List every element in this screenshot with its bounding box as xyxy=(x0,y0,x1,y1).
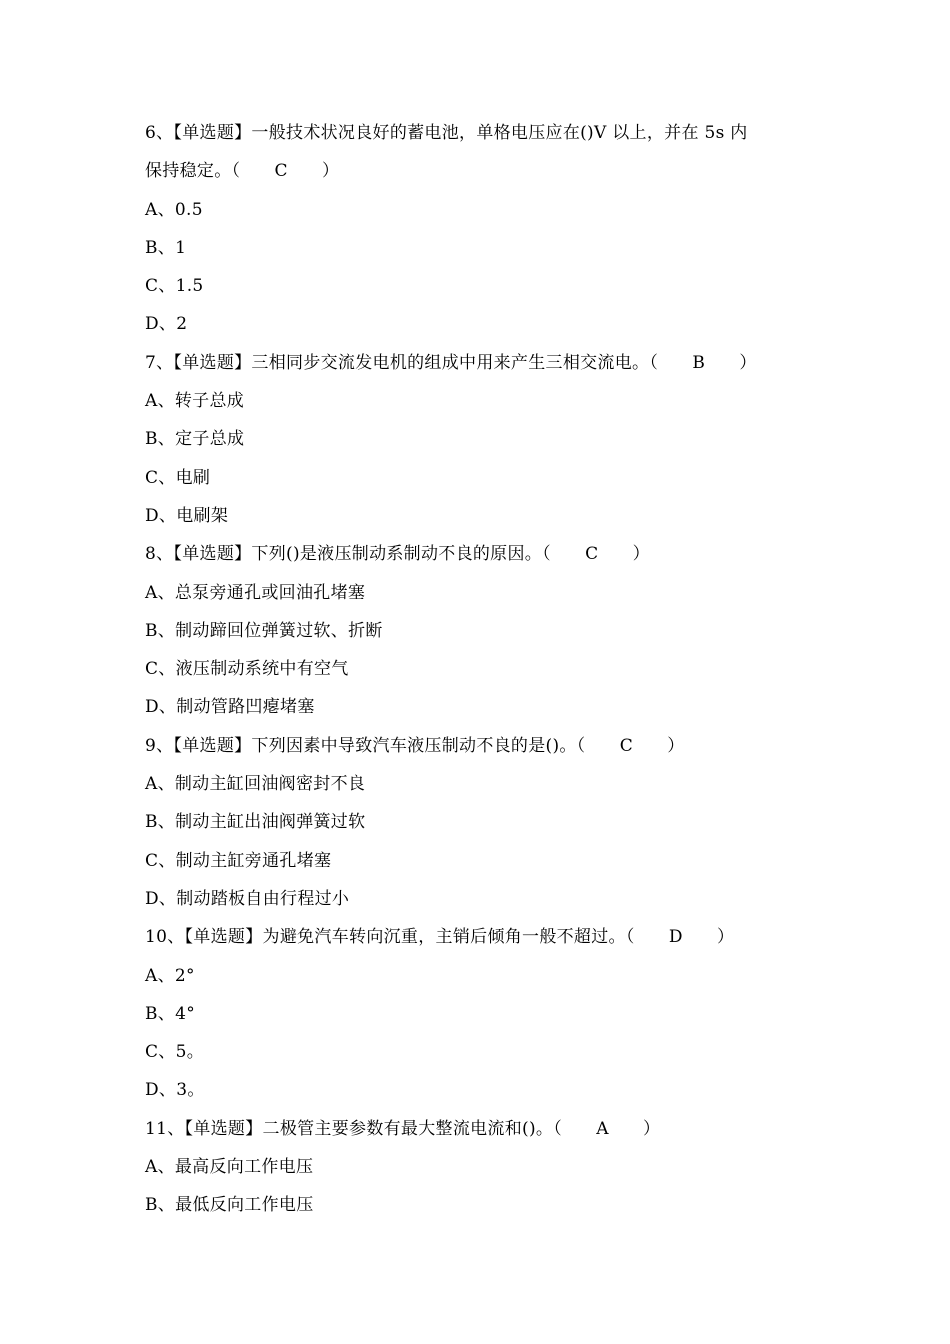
option-d: D、2 xyxy=(145,314,188,335)
option-c: C、1.5 xyxy=(145,276,204,297)
question-stem: 7、【单选题】三相同步交流发电机的组成中用来产生三相交流电。（ B ） xyxy=(145,352,757,373)
question-stem: 8、【单选题】下列()是液压制动系制动不良的原因。（ C ） xyxy=(145,544,650,565)
question-stem: 11、【单选题】二极管主要参数有最大整流电流和()。（ A ） xyxy=(145,1118,661,1139)
option-b: B、1 xyxy=(145,237,187,258)
option-b: B、最低反向工作电压 xyxy=(145,1195,314,1216)
option-c: C、电刷 xyxy=(145,467,211,488)
question-list xyxy=(145,114,825,1225)
question-stem: 6、【单选题】一般技术状况良好的蓄电池，单格电压应在()V 以上，并在 5s 内 xyxy=(145,123,748,143)
option-a: A、总泵旁通孔或回油孔堵塞 xyxy=(145,582,366,603)
option-c: C、制动主缸旁通孔堵塞 xyxy=(145,850,332,871)
option-c: C、液压制动系统中有空气 xyxy=(145,659,349,680)
option-a: A、0.5 xyxy=(145,199,203,220)
option-a: A、最高反向工作电压 xyxy=(145,1157,314,1178)
option-a: A、2° xyxy=(145,965,195,986)
question-7 xyxy=(145,344,825,535)
option-b: B、制动主缸出油阀弹簧过软 xyxy=(145,812,366,833)
option-d: D、3。 xyxy=(145,1080,205,1101)
option-a: A、制动主缸回油阀密封不良 xyxy=(145,774,366,795)
question-9 xyxy=(145,727,825,918)
question-6 xyxy=(145,114,825,344)
question-stem: 9、【单选题】下列因素中导致汽车液压制动不良的是()。（ C ） xyxy=(145,735,685,756)
question-stem-continued: 保持稳定。（ C ） xyxy=(145,161,340,182)
question-11 xyxy=(145,1110,825,1225)
option-c: C、5。 xyxy=(145,1042,205,1063)
question-stem: 10、【单选题】为避免汽车转向沉重，主销后倾角一般不超过。（ D ） xyxy=(145,927,735,948)
option-a: A、转子总成 xyxy=(145,391,245,412)
option-b: B、4° xyxy=(145,1003,196,1024)
option-d: D、电刷架 xyxy=(145,505,229,526)
option-b: B、定子总成 xyxy=(145,429,245,450)
option-b: B、制动蹄回位弹簧过软、折断 xyxy=(145,620,383,641)
option-d: D、制动踏板自由行程过小 xyxy=(145,888,350,909)
option-d: D、制动管路凹瘪堵塞 xyxy=(145,697,315,718)
question-10 xyxy=(145,918,825,1109)
question-8 xyxy=(145,535,825,726)
